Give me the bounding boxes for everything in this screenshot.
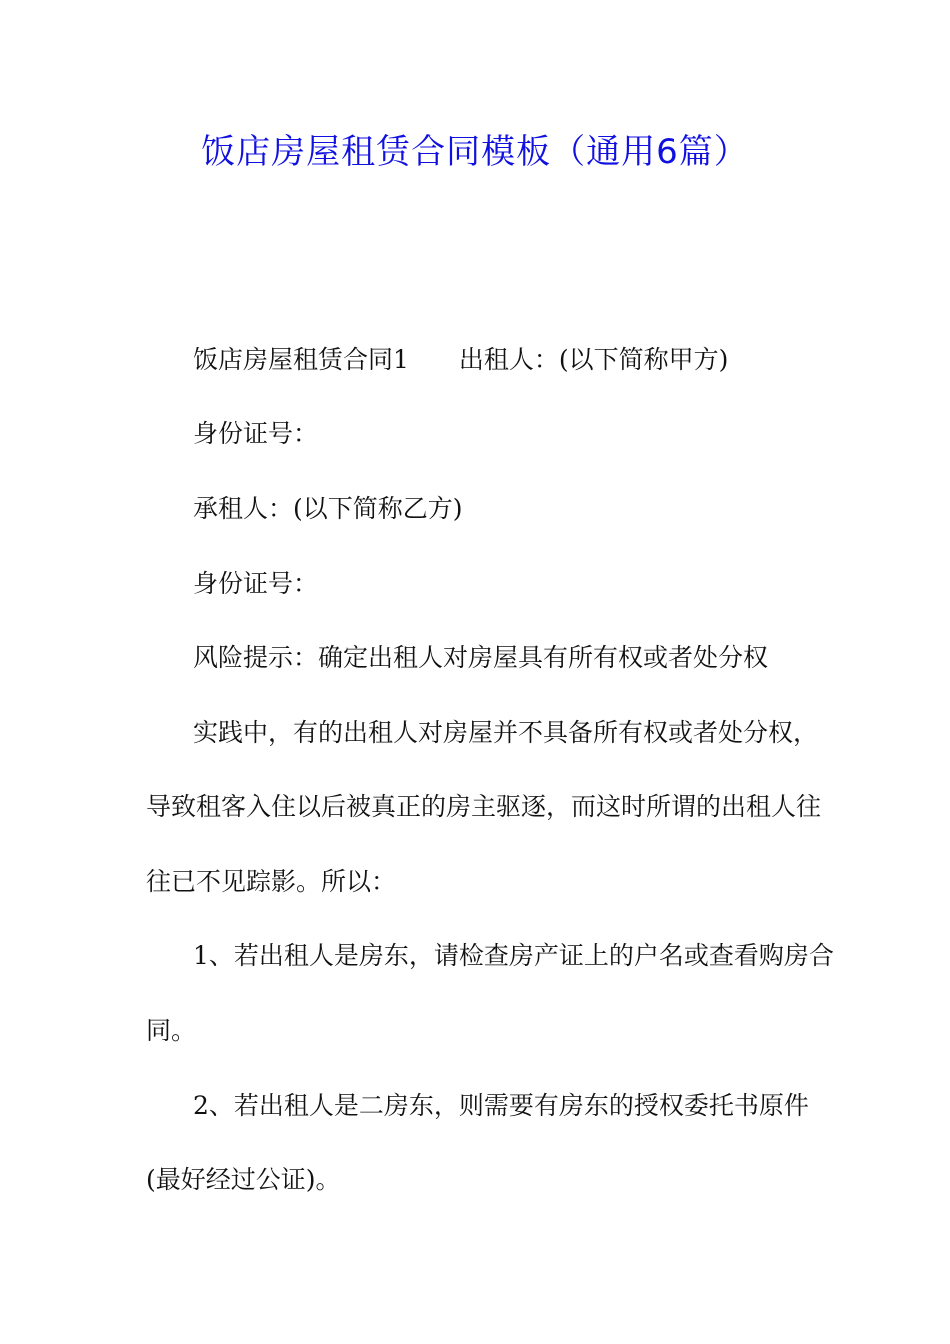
paragraph-line: 往已不见踪影。所以： xyxy=(146,867,397,896)
paragraph-line: 实践中，有的出租人对房屋并不具备所有权或者处分权， xyxy=(193,718,819,747)
list-item-2: 2、若出租人是二房东，则需要有房东的授权委托书原件 xyxy=(193,1091,809,1120)
list-item-1-continued: 同。 xyxy=(146,1016,197,1045)
lessor-id-label: 身份证号： xyxy=(193,419,319,448)
risk-warning: 风险提示：确定出租人对房屋具有所有权或者处分权 xyxy=(193,643,769,672)
lessee-label: 承租人：(以下简称乙方) xyxy=(193,494,463,523)
list-item-1: 1、若出租人是房东，请检查房产证上的户名或查看购房合 xyxy=(193,941,834,970)
document-title: 饭店房屋租赁合同模板（通用6篇） xyxy=(201,132,749,172)
paragraph-line: 导致租客入住以后被真正的房主驱逐，而这时所谓的出租人往 xyxy=(146,792,822,821)
list-item-2-continued: (最好经过公证)。 xyxy=(146,1165,341,1194)
lessor-label: 出租人：(以下简称甲方) xyxy=(458,345,729,374)
lessee-id-label: 身份证号： xyxy=(193,569,319,598)
contract-number-label: 饭店房屋租赁合同1 xyxy=(193,345,409,374)
contract-heading-line xyxy=(193,342,728,378)
